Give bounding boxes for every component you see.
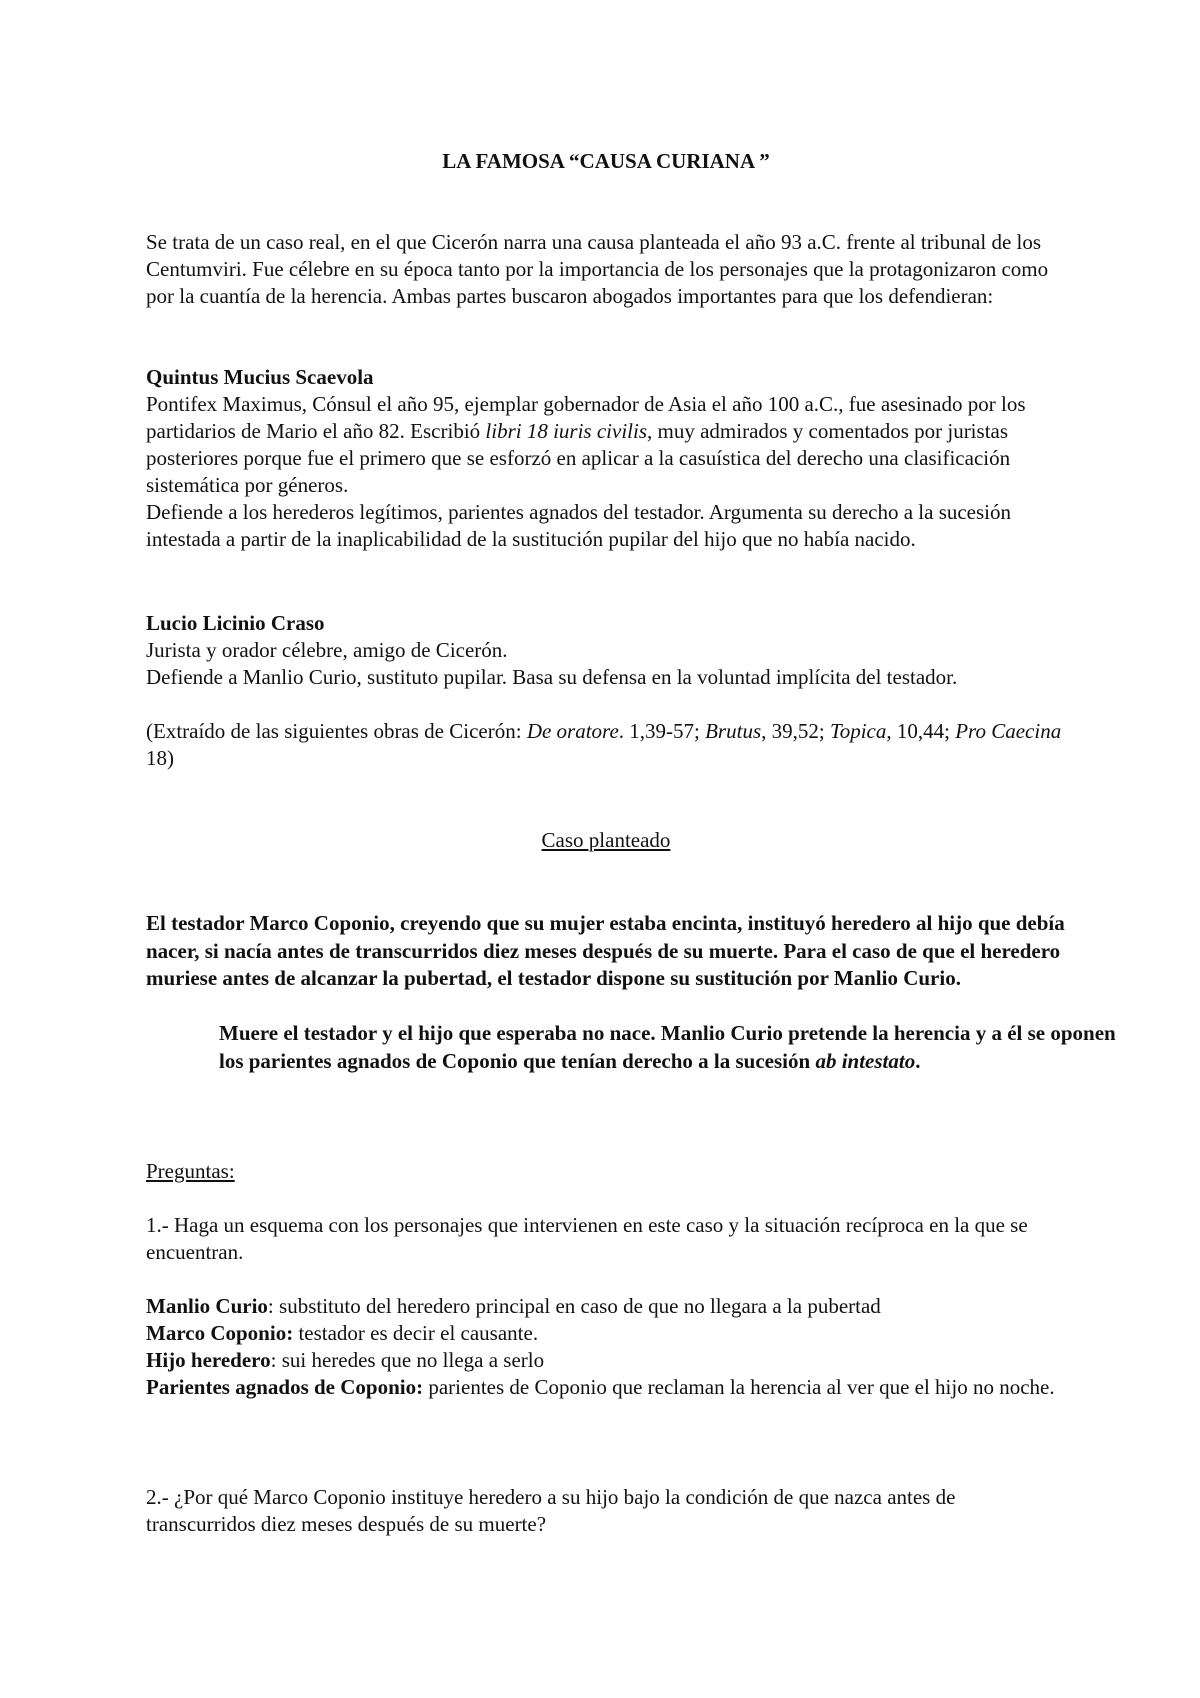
case-paragraph-1: El testador Marco Coponio, creyendo que su mujer estaba encinta, instituyó heredero al hijo que debía nacer, si nacía antes de transcurridos diez meses después de su muerte. Para el caso de que el heredero muriese antes de alcanzar la pubertad, el testador dispone su sustitución por Manlio Curio. [146, 911, 1065, 990]
scaevola-work-title: libri 18 iuris civilis [485, 419, 647, 443]
craso-name: Lucio Licinio Craso [146, 611, 325, 635]
answer-item: Manlio Curio: substituto del heredero principal en caso de que no llegara a la pubertad [146, 1294, 881, 1318]
scaevola-bio: Pontifex Maximus, Cónsul el año 95, ejemplar gobernador de Asia el año 100 a.C., fue asesinado por los partidarios de Mario el año 82. Escribió libri 18 iuris civilis, muy admirados y comentados por juristas posteriores porque fue el primero que se esforzó en aplicar a la casuística del derecho una clasificación sistemática por géneros. [146, 392, 1026, 497]
scaevola-name: Quintus Mucius Scaevola [146, 365, 374, 389]
answer-item: Hijo heredero: sui heredes que no llega a serlo [146, 1348, 545, 1372]
answer-item: Parientes agnados de Coponio: parientes de Coponio que reclaman la herencia al ver que el hijo no noche. [146, 1375, 1055, 1399]
question-1: 1.- Haga un esquema con los personajes que intervienen en este caso y la situación recíproca en la que se encuentran. [146, 1213, 1028, 1264]
craso-bio: Jurista y orador célebre, amigo de Cicerón. [146, 638, 508, 662]
intro-paragraph: Se trata de un caso real, en el que Cicerón narra una causa planteada el año 93 a.C. frente al tribunal de los Centumviri. Fue célebre en su época tanto por la importancia de los personajes que la protagonizaron como por la cuantía de la herencia. Ambas partes buscaron abogados importantes para que los defendieran: [146, 230, 1049, 308]
craso-defense: Defiende a Manlio Curio, sustituto pupilar. Basa su defensa en la voluntad implícita del testador. [146, 665, 958, 689]
case-paragraph-2: Muere el testador y el hijo que esperaba no nace. Manlio Curio pretende la herencia y a él se oponen los parientes agnados de Coponio que tenían derecho a la sucesión ab intestato. [219, 1021, 1116, 1073]
question-2: 2.- ¿Por qué Marco Coponio instituye heredero a su hijo bajo la condición de que nazca antes de transcurridos diez meses después de su muerte? [146, 1485, 956, 1536]
answer-item: Marco Coponio: testador es decir el causante. [146, 1321, 539, 1345]
source-citation: (Extraído de las siguientes obras de Cicerón: De oratore. 1,39-57; Brutus, 39,52; Topica, 10,44; Pro Caecina 18) [146, 719, 1062, 770]
document-title: LA FAMOSA “CAUSA CURIANA ” [442, 149, 770, 173]
case-heading: Caso planteado [541, 828, 671, 852]
answers-list [146, 1293, 1066, 1401]
questions-heading: Preguntas: [146, 1159, 235, 1183]
scaevola-defense: Defiende a los herederos legítimos, parientes agnados del testador. Argumenta su derecho a la sucesión intestada a partir de la inaplicabilidad de la sustitución pupilar del hijo que no había nacido. [146, 500, 1012, 551]
